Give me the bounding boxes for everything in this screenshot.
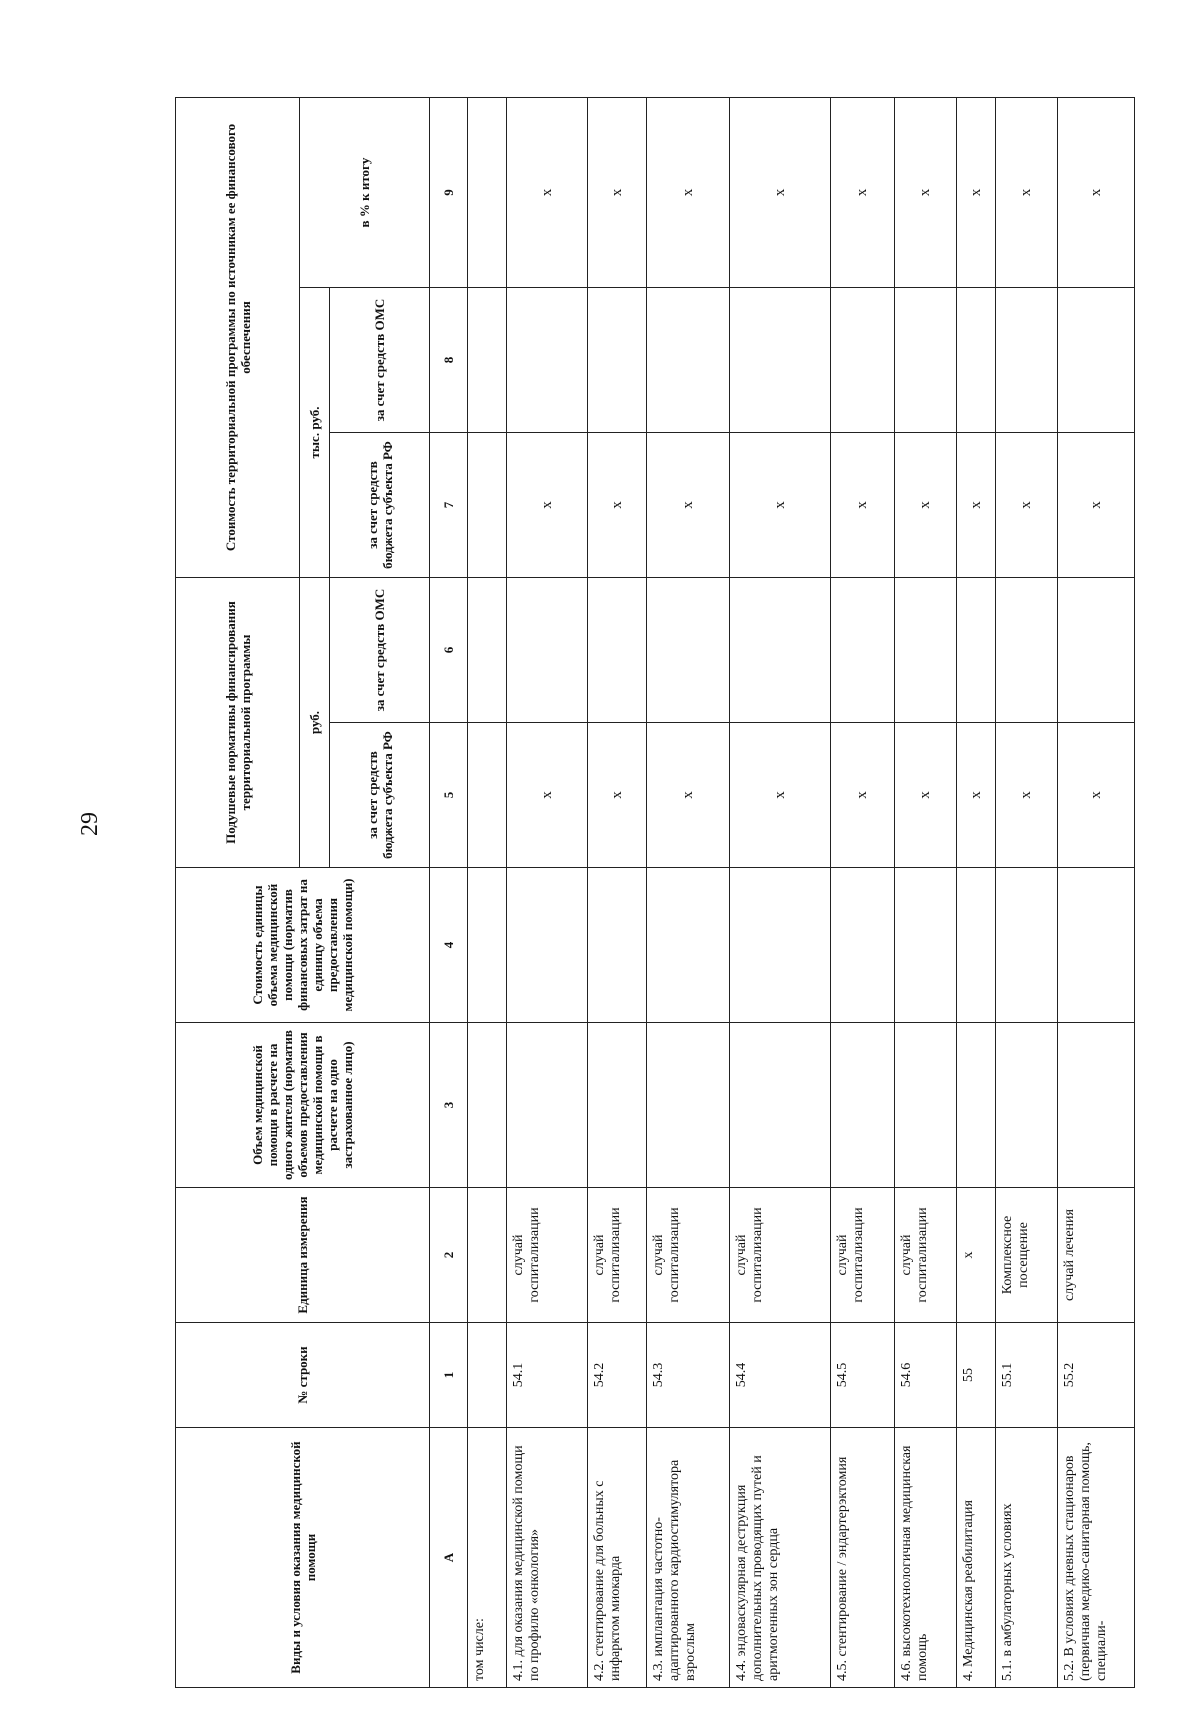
cell-budget-percap: х <box>647 723 729 868</box>
cell-volume <box>729 1023 830 1188</box>
cell-oms-cost <box>729 288 830 433</box>
col-number: 3 <box>430 1023 468 1188</box>
row-number: 54.1 <box>507 1323 587 1428</box>
cell-oms-percap <box>647 578 729 723</box>
col-number: А <box>430 1428 468 1688</box>
row-unit: случай лечения <box>1057 1188 1134 1323</box>
cell-budget-cost <box>468 433 507 578</box>
cell-oms-percap <box>956 578 995 723</box>
row-number: 54.5 <box>830 1323 894 1428</box>
cell-budget-cost: х <box>1057 433 1134 578</box>
row-name: 4.2. стентирование для больных с инфарктом миокарда <box>587 1428 647 1688</box>
cell-unit-cost <box>830 868 894 1023</box>
cell-oms-percap <box>830 578 894 723</box>
row-unit <box>468 1188 507 1323</box>
cell-oms-cost <box>1057 288 1134 433</box>
cell-oms-cost <box>587 288 647 433</box>
cell-budget-percap: х <box>729 723 830 868</box>
cell-oms-percap <box>729 578 830 723</box>
cell-percent: х <box>1057 98 1134 288</box>
header-unit: Единица измерения <box>176 1188 430 1323</box>
cell-oms-percap <box>468 578 507 723</box>
cell-oms-cost <box>830 288 894 433</box>
cell-percent: х <box>729 98 830 288</box>
row-name: 4.1. для оказания медицинской помощи по профилю «онкология» <box>507 1428 587 1688</box>
cell-budget-percap: х <box>587 723 647 868</box>
cell-percent: х <box>956 98 995 288</box>
cell-volume <box>894 1023 956 1188</box>
cell-oms-percap <box>995 578 1057 723</box>
header-row-number: № строки <box>176 1323 430 1428</box>
cell-percent: х <box>587 98 647 288</box>
table-row <box>830 98 894 1688</box>
cell-volume <box>587 1023 647 1188</box>
cell-unit-cost <box>507 868 587 1023</box>
col-number: 4 <box>430 868 468 1023</box>
row-unit: случай госпитализации <box>830 1188 894 1323</box>
cell-unit-cost <box>587 868 647 1023</box>
row-unit: Комплексное посещение <box>995 1188 1057 1323</box>
row-name: 4.6. высокотехнологичная медицинская помощь <box>894 1428 956 1688</box>
col-number: 5 <box>430 723 468 868</box>
header-budget-cost: за счет средств бюджета субъекта РФ <box>330 433 430 578</box>
cell-percent: х <box>894 98 956 288</box>
cell-percent: х <box>995 98 1057 288</box>
cell-unit-cost <box>894 868 956 1023</box>
cell-percent: х <box>647 98 729 288</box>
cell-oms-cost <box>647 288 729 433</box>
cell-volume <box>468 1023 507 1188</box>
row-name: 5.1. в амбулаторных условиях <box>995 1428 1057 1688</box>
header-oms-cost: за счет средств ОМС <box>330 288 430 433</box>
cell-unit-cost <box>995 868 1057 1023</box>
row-name: том числе: <box>468 1428 507 1688</box>
header-unit-cost: Стоимость единицы объема медицинской помощи (норматив финансовых затрат на единицу объема предоставления медицинской помощи) <box>176 868 430 1023</box>
cell-oms-percap <box>587 578 647 723</box>
header-unit-thous: тыс. руб. <box>300 288 330 578</box>
table-row <box>507 98 587 1688</box>
cell-volume <box>1057 1023 1134 1188</box>
cell-unit-cost <box>1057 868 1134 1023</box>
header-budget-percap: за счет средств бюджета субъекта РФ <box>330 723 430 868</box>
cell-oms-percap <box>894 578 956 723</box>
cell-percent: х <box>507 98 587 288</box>
table-row <box>1057 98 1134 1688</box>
row-number <box>468 1323 507 1428</box>
cell-percent: х <box>830 98 894 288</box>
cell-unit-cost <box>729 868 830 1023</box>
cell-budget-cost: х <box>507 433 587 578</box>
col-number: 9 <box>430 98 468 288</box>
cell-oms-cost <box>507 288 587 433</box>
row-number: 54.6 <box>894 1323 956 1428</box>
table-row <box>587 98 647 1688</box>
table-row <box>956 98 995 1688</box>
row-name: 4. Медицинская реабилитация <box>956 1428 995 1688</box>
table-row <box>894 98 956 1688</box>
cell-unit-cost <box>956 868 995 1023</box>
cell-budget-cost: х <box>995 433 1057 578</box>
row-unit: случай госпитализации <box>894 1188 956 1323</box>
cell-oms-percap <box>507 578 587 723</box>
cell-volume <box>995 1023 1057 1188</box>
row-name: 4.5. стентирование / эндартерэктомия <box>830 1428 894 1688</box>
cell-budget-percap: х <box>507 723 587 868</box>
cell-budget-cost: х <box>729 433 830 578</box>
cell-budget-cost: х <box>894 433 956 578</box>
page-number: 29 <box>77 812 103 836</box>
cell-budget-cost: х <box>830 433 894 578</box>
row-unit: х <box>956 1188 995 1323</box>
header-unit-rub: руб. <box>300 578 330 868</box>
cell-oms-cost <box>468 288 507 433</box>
row-number: 55.2 <box>1057 1323 1134 1428</box>
col-number: 2 <box>430 1188 468 1323</box>
header-percent: в % к итогу <box>300 98 430 288</box>
cell-budget-percap: х <box>894 723 956 868</box>
table-row <box>995 98 1057 1688</box>
table-row <box>647 98 729 1688</box>
header-program-cost: Стоимость территориальной программы по источникам ее финансового обеспечения <box>176 98 300 578</box>
cell-budget-percap <box>468 723 507 868</box>
cell-budget-percap: х <box>1057 723 1134 868</box>
row-unit: случай госпитализации <box>647 1188 729 1323</box>
cell-unit-cost <box>468 868 507 1023</box>
cell-volume <box>647 1023 729 1188</box>
cell-oms-cost <box>995 288 1057 433</box>
row-number: 55 <box>956 1323 995 1428</box>
header-kinds: Виды и условия оказания медицинской помощи <box>176 1428 430 1688</box>
header-volume: Объем медицинской помощи в расчете на одного жителя (норматив объемов предоставления медицинской помощи в расчете на одно застрахованное лицо) <box>176 1023 430 1188</box>
row-number: 54.2 <box>587 1323 647 1428</box>
col-number: 8 <box>430 288 468 433</box>
cell-oms-percap <box>1057 578 1134 723</box>
cell-budget-cost: х <box>956 433 995 578</box>
cell-oms-cost <box>956 288 995 433</box>
financing-table <box>175 97 1135 1688</box>
col-number: 1 <box>430 1323 468 1428</box>
table-row <box>729 98 830 1688</box>
col-number: 6 <box>430 578 468 723</box>
cell-unit-cost <box>647 868 729 1023</box>
row-unit: случай госпитализации <box>729 1188 830 1323</box>
col-number: 7 <box>430 433 468 578</box>
cell-volume <box>956 1023 995 1188</box>
table-row <box>468 98 507 1688</box>
cell-budget-cost: х <box>587 433 647 578</box>
row-unit: случай госпитализации <box>587 1188 647 1323</box>
cell-percent <box>468 98 507 288</box>
cell-budget-percap: х <box>956 723 995 868</box>
header-per-capita: Подушевые нормативы финансирования территориальной программы <box>176 578 300 868</box>
cell-budget-percap: х <box>830 723 894 868</box>
row-number: 54.4 <box>729 1323 830 1428</box>
row-name: 4.3. имплантация частотно-адаптированного кардиостимулятора взрослым <box>647 1428 729 1688</box>
cell-volume <box>830 1023 894 1188</box>
header-oms-percap: за счет средств ОМС <box>330 578 430 723</box>
row-unit: случай госпитализации <box>507 1188 587 1323</box>
cell-volume <box>507 1023 587 1188</box>
rotated-table-container <box>175 98 1135 1688</box>
cell-budget-percap: х <box>995 723 1057 868</box>
row-number: 55.1 <box>995 1323 1057 1428</box>
row-name: 4.4. эндоваскулярная деструкция дополнительных проводящих путей и аритмогенных зон сердца <box>729 1428 830 1688</box>
row-number: 54.3 <box>647 1323 729 1428</box>
cell-budget-cost: х <box>647 433 729 578</box>
row-name: 5.2. В условиях дневных стационаров (первичная медико-санитарная помощь, специали- <box>1057 1428 1134 1688</box>
cell-oms-cost <box>894 288 956 433</box>
